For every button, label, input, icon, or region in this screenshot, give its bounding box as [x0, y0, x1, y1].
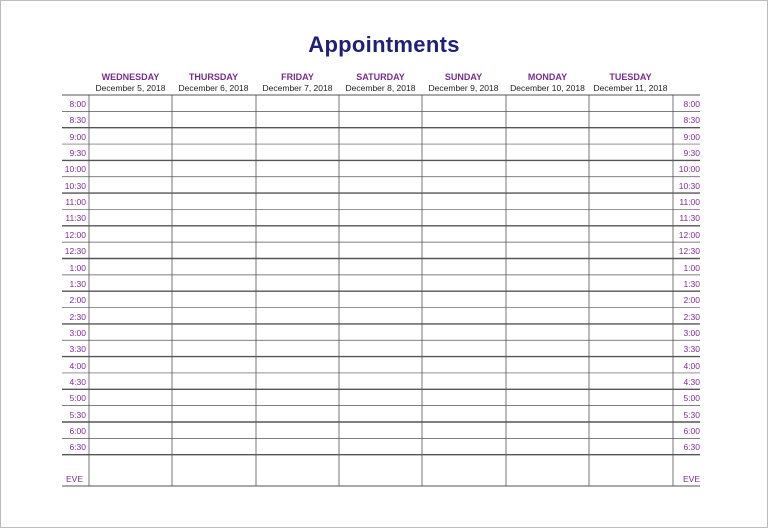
day-date: December 9, 2018 — [428, 83, 499, 93]
time-label-left: 1:00 — [69, 262, 86, 273]
day-date: December 11, 2018 — [593, 83, 668, 93]
time-label-left: 9:30 — [69, 148, 86, 159]
day-date: December 8, 2018 — [345, 83, 416, 93]
time-label-left: 5:30 — [69, 409, 86, 420]
time-label-right: 8:30 — [683, 115, 700, 126]
day-name: FRIDAY — [281, 72, 314, 82]
day-name: TUESDAY — [609, 72, 652, 82]
time-label-right: 5:30 — [683, 409, 700, 420]
time-label-right: 1:00 — [683, 262, 700, 273]
time-label-left: 6:30 — [69, 442, 86, 453]
time-label-right: 2:30 — [683, 311, 700, 322]
day-name: THURSDAY — [188, 72, 239, 82]
time-label-left: 3:00 — [69, 327, 86, 338]
time-label-right: 3:30 — [683, 344, 700, 355]
time-label-right: 9:00 — [683, 131, 700, 142]
day-name: MONDAY — [527, 72, 568, 82]
time-label-right: 6:00 — [683, 426, 700, 436]
evening-label-left: EVE — [66, 474, 84, 484]
time-label-left: 12:30 — [64, 246, 86, 257]
time-label-right: 11:00 — [679, 197, 700, 208]
page-title: Appointments — [308, 32, 460, 57]
time-label-right: 8:00 — [683, 99, 700, 109]
time-label-right: 2:00 — [683, 295, 700, 306]
time-label-left: 4:30 — [69, 376, 86, 387]
time-label-right: 4:30 — [683, 376, 700, 387]
time-label-left: 12:00 — [64, 229, 86, 240]
time-label-left: 10:30 — [64, 180, 86, 191]
day-date: December 10, 2018 — [510, 83, 585, 93]
time-label-left: 8:00 — [69, 99, 86, 109]
evening-label-right: EVE — [682, 474, 700, 484]
time-label-right: 11:30 — [679, 213, 700, 224]
time-label-right: 10:30 — [678, 180, 700, 191]
day-date: December 6, 2018 — [178, 83, 249, 93]
time-label-left: 1:30 — [69, 278, 86, 289]
time-label-right: 9:30 — [683, 148, 700, 159]
time-label-left: 9:00 — [69, 131, 86, 142]
time-label-left: 5:00 — [69, 393, 86, 404]
day-date: December 7, 2018 — [262, 83, 333, 93]
day-name: SATURDAY — [356, 72, 405, 82]
time-label-left: 4:00 — [69, 360, 86, 371]
time-label-right: 4:00 — [683, 360, 700, 371]
time-label-right: 6:30 — [683, 442, 700, 453]
time-label-left: 6:00 — [69, 426, 86, 436]
day-date: December 5, 2018 — [95, 83, 166, 93]
time-label-right: 12:00 — [678, 229, 700, 240]
day-name: WEDNESDAY — [101, 72, 160, 82]
time-label-left: 2:30 — [69, 311, 86, 322]
time-label-left: 11:30 — [65, 213, 86, 224]
time-label-right: 12:30 — [678, 246, 700, 257]
time-label-left: 8:30 — [69, 115, 86, 126]
time-label-right: 3:00 — [683, 327, 700, 338]
time-label-right: 10:00 — [678, 164, 700, 175]
time-label-left: 11:00 — [65, 197, 86, 208]
time-label-left: 2:00 — [69, 295, 86, 306]
time-label-right: 1:30 — [683, 278, 700, 289]
time-label-left: 3:30 — [69, 344, 86, 355]
time-label-right: 5:00 — [683, 393, 700, 404]
time-label-left: 10:00 — [64, 164, 86, 175]
day-name: SUNDAY — [444, 72, 483, 82]
